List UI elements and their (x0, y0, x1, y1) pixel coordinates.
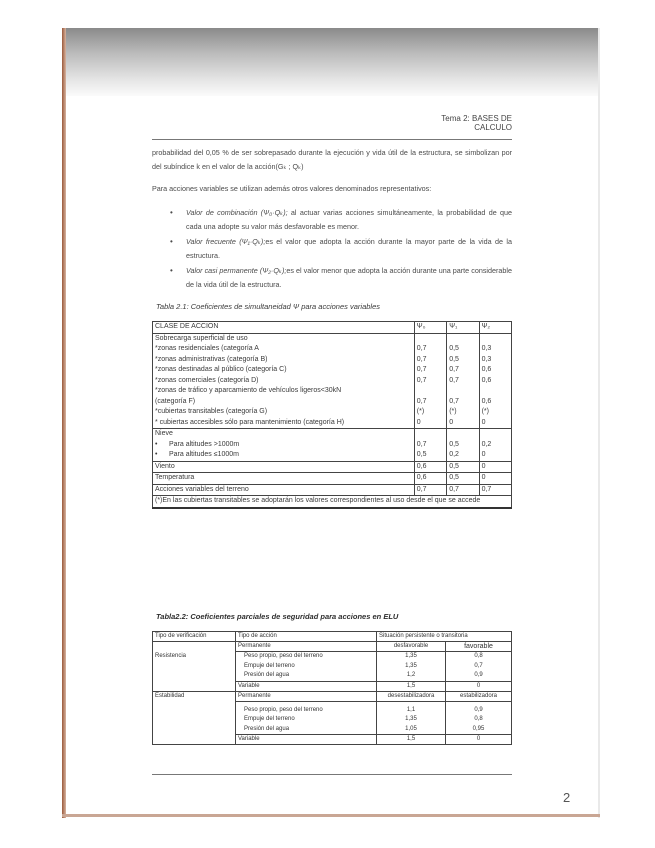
table-row: Estabilidad Permanente desestabilizadora estabilizadora (153, 691, 512, 701)
bullet-icon: • (170, 266, 173, 275)
table-row: Temperatura 0,6 0,5 0 (153, 473, 512, 485)
footer-rule (152, 774, 512, 775)
scan-shadow (62, 28, 600, 96)
table-row: Permanente desfavorable favorable (153, 642, 512, 652)
table-note-row: (*)En las cubiertas transitables se adoptarán los valores correspondientes al uso desde el que se accede (153, 496, 512, 508)
table-row: (categoría F) 0,7 0,7 0,6 (153, 397, 512, 408)
bullet-icon: • (155, 440, 158, 448)
bullet-icon: • (170, 208, 173, 217)
table-row: Acciones variables del terreno 0,7 0,7 0,7 (153, 484, 512, 496)
table-row: *zonas comerciales (categoría D) 0,7 0,7 0,6 (153, 376, 512, 387)
table-row: • Para altitudes ≤1000m 0,5 0,2 0 (153, 450, 512, 461)
table-row: Resistencia Peso propio, peso del terreno Empuje del terreno Presión del agua 1,35 1,35 1,2 0,8 0,7 0,9 (153, 652, 512, 682)
table-row: * cubiertas accesibles sólo para mantenimiento (categoría H) 0 0 0 (153, 418, 512, 429)
list-item: • Valor casi permanente (Ψ₂·Qₖ);es el valor menor que adopta la acción durante una parte considerable de la vida útil de la estructura. (170, 266, 512, 289)
table-row: Variable 1,5 0 (153, 735, 512, 745)
bullet-icon: • (170, 237, 173, 246)
table-row: Viento 0,6 0,5 0 (153, 461, 512, 473)
table-header-row: Tipo de verificación Tipo de acción Situación persistente o transitoria (153, 632, 512, 642)
table-row: *cubiertas transitables (categoría G) (*) (*) (*) (153, 407, 512, 418)
table-row: Nieve (153, 429, 512, 440)
table-row: • Para altitudes >1000m 0,7 0,5 0,2 (153, 440, 512, 451)
table-row: *zonas residenciales (categoría A 0,7 0,5 0,3 (153, 344, 512, 355)
representative-values-list (170, 206, 512, 293)
representative-paragraph: Para acciones variables se utilizan además otros valores denominados representativos: (152, 184, 432, 193)
intro-paragraph: probabilidad del 0,05 % de ser sobrepasado durante la ejecución y vida útil de la estructura, se simbolizan por del subíndice k en el valor de la acción(Gₖ ; Qₖ) (152, 148, 512, 171)
table1-caption: Tabla 2.1: Coeficientes de simultaneidad Ψ para acciones variables (156, 302, 381, 311)
table-row: *zonas administrativas (categoría B) 0,7 0,5 0,3 (153, 355, 512, 366)
table-header-row: CLASE DE ACCION Ψ₀ Ψ₁ Ψ₂ (153, 322, 512, 334)
paper-edge-right (598, 28, 600, 818)
safety-coefficients-table (152, 631, 512, 745)
header-rule (152, 139, 512, 140)
table-row: Peso propio, peso del terreno Empuje del terreno Presión del agua 1,1 1,35 1,05 0,9 0,8 0,95 (153, 701, 512, 735)
table-row: Sobrecarga superficial de uso (153, 333, 512, 344)
page-number: 2 (563, 790, 571, 805)
list-item: • Valor de combinación (Ψ₀·Qₖ); al actuar varias acciones simultáneamente, la probabilidad de que cada una adopte su valor más desfavorable es menor. (170, 208, 512, 231)
bullet-icon: • (155, 451, 158, 458)
paper-edge-left (62, 28, 66, 818)
table2-caption: Tabla2.2: Coeficientes parciales de seguridad para acciones en ELU (156, 612, 399, 621)
simultaneity-table (152, 321, 512, 509)
table-row: *zonas de tráfico y aparcamiento de vehículos ligeros<30kN (153, 386, 512, 397)
list-item: • Valor frecuente (Ψ₁·Qₖ);es el valor que adopta la acción durante la mayor parte de la vida de la estructura. (170, 237, 512, 260)
paper-edge-bottom (62, 814, 600, 817)
table-row: Variable 1,5 0 (153, 681, 512, 691)
table-row: *zonas destinadas al público (categoría C) 0,7 0,7 0,6 (153, 365, 512, 376)
page-header: Tema 2: BASES DE CALCULO (441, 114, 512, 132)
